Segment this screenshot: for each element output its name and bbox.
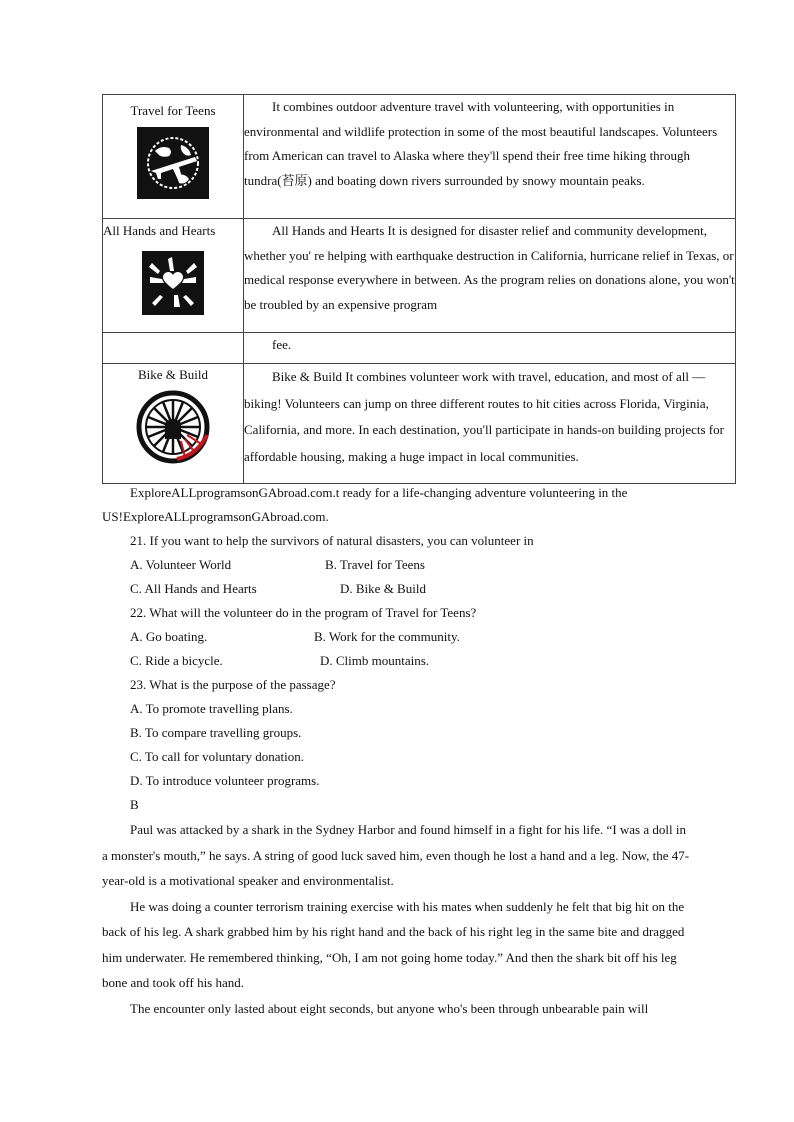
program-row-bike-and-build (103, 364, 736, 484)
footer-note: ExploreALLprogramsonGAbroad.com.t ready for a life-changing adventure volunteering in the US!ExploreALLprogramsonGAbroad.com. (102, 485, 628, 524)
question-23-option-a[interactable]: A. To promote travelling plans. (130, 701, 293, 716)
question-23-stem: 23. What is the purpose of the passage? (130, 677, 336, 692)
program-name-cell (103, 364, 244, 484)
question-22-option-a[interactable]: A. Go boating. (130, 629, 208, 644)
program-row-continued (103, 333, 736, 364)
question-21-options-row-2 (102, 577, 702, 601)
program-name: Bike & Build (137, 367, 209, 382)
programs-table (102, 94, 736, 484)
program-description-cell (244, 95, 736, 219)
passage-continuation (102, 481, 702, 1021)
question-21-stem: 21. If you want to help the survivors of natural disasters, you can volunteer in (130, 533, 534, 548)
story-paragraph: Paul was attacked by a shark in the Sydney Harbor and found himself in a fight for his life. “I was a doll in a monster's mouth,” he says. A string of good luck saved him, even though he lost a hand and a leg. Now, the 47-year-old is a motivational speaker and environmentalist. (102, 822, 690, 888)
question-21-options-row-1 (102, 553, 702, 577)
question-23-option-b[interactable]: B. To compare travelling groups. (130, 725, 302, 740)
question-22-option-b[interactable]: B. Work for the community. (314, 629, 460, 644)
program-description-cell (244, 364, 736, 484)
question-21-option-c[interactable]: C. All Hands and Hearts (130, 581, 257, 596)
program-description-cell (244, 333, 736, 364)
story-paragraph: He was doing a counter terrorism training exercise with his mates when suddenly he felt that big hit on the back of his leg. A shark grabbed him by his right hand and the back of his right leg in the same bite and dragged him underwater. He remembered thinking, “Oh, I am not going home today.” And then the shark bit off his leg bone and took off his hand. (102, 898, 685, 990)
program-name-cell (103, 333, 244, 364)
program-name-cell (103, 219, 244, 333)
question-22-stem: 22. What will the volunteer do in the program of Travel for Teens? (130, 605, 477, 620)
program-description: Bike & Build It combines volunteer work with travel, education, and most of all — biking! Volunteers can jump on three different routes to hit cities across Florida, Virginia, California, and more. In each destination, you'll participate in hands-on building projects for affordable housing, making a huge impact in local communities. (244, 369, 724, 464)
question-23-option-c[interactable]: C. To call for voluntary donation. (130, 749, 304, 764)
program-name-cell (103, 95, 244, 219)
program-description: All Hands and Hearts It is designed for disaster relief and community development, whether you' re helping with earthquake destruction in California, hurricane relief in Texas, or medical response everywhere in between. As the program relies on donations alone, you won't be troubled by an expensive program (244, 223, 735, 312)
question-22-option-c[interactable]: C. Ride a bicycle. (130, 653, 223, 668)
program-description-cell (244, 219, 736, 333)
question-22-options-row-2 (102, 649, 702, 673)
story-paragraph: The encounter only lasted about eight seconds, but anyone who's been through unbearable pain will (130, 1000, 649, 1016)
program-name: All Hands and Hearts (103, 223, 216, 238)
question-21-option-b[interactable]: B. Travel for Teens (325, 557, 425, 572)
program-description: fee. (272, 337, 292, 352)
question-22-options-row-1 (102, 625, 702, 649)
program-description: It combines outdoor adventure travel with volunteering, with opportunities in environmental and wildlife protection in some of the most beautiful landscapes. Volunteers from American can travel to Alaska where they'll spend their free time hiking through tundra(苔原) and boating down rivers surrounded by snowy mountain peaks. (244, 99, 718, 188)
airplane-globe-icon (137, 127, 209, 199)
question-21-option-a[interactable]: A. Volunteer World (130, 557, 232, 572)
question-21-option-d[interactable]: D. Bike & Build (340, 581, 426, 596)
question-22-option-d[interactable]: D. Climb mountains. (320, 653, 430, 668)
story-passage (102, 817, 694, 1021)
program-row-travel-for-teens (103, 95, 736, 219)
hands-heart-icon (140, 249, 206, 317)
bike-wheel-icon (135, 389, 211, 465)
question-23-option-d[interactable]: D. To introduce volunteer programs. (130, 773, 320, 788)
program-name: Travel for Teens (130, 103, 216, 118)
program-row-all-hands-and-hearts (103, 219, 736, 333)
section-label: B (130, 797, 139, 812)
